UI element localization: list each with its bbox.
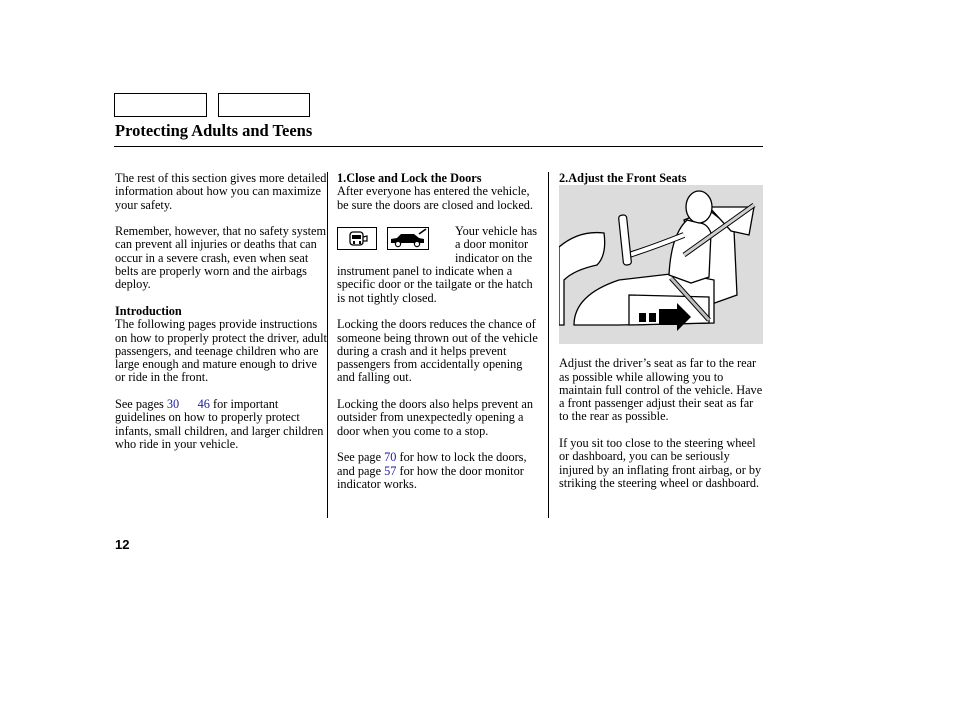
adjust-seats-heading: 2.Adjust the Front Seats bbox=[559, 171, 687, 185]
introduction-heading: Introduction bbox=[115, 303, 182, 318]
see-page-suffix: for how the door monitor indicator works. bbox=[337, 463, 524, 491]
see-pages-suffix: for important guidelines on how to properly protect infants, small children, and larger children who ride in your vehicle. bbox=[115, 397, 324, 451]
see-page-prefix: See page bbox=[337, 450, 382, 465]
link-page-30[interactable]: 30 bbox=[166, 397, 180, 412]
page-title: Protecting Adults and Teens bbox=[115, 121, 313, 140]
col2-see-page bbox=[337, 451, 543, 491]
col2-indicator-para bbox=[337, 225, 543, 305]
link-page-70[interactable]: 70 bbox=[384, 450, 397, 465]
col1-para-2: Remember, however, that no safety system can prevent all injuries or deaths that can occur in a severe crash, even when seat belts are properly worn and the airbags deploy. bbox=[115, 224, 327, 292]
col1-see-pages bbox=[115, 398, 327, 451]
col3-para-1: Adjust the driver’s seat as far to the rear as possible while allowing you to maintain full control of the vehicle. Have a front passenger adjust their seat as far to the rear as possible. bbox=[559, 356, 763, 424]
door-monitor-indicator-icon bbox=[337, 227, 377, 250]
door-indicator-icons bbox=[337, 227, 449, 251]
column-2 bbox=[337, 172, 543, 504]
link-page-46[interactable]: 46 bbox=[197, 397, 210, 412]
column-divider-2 bbox=[548, 172, 549, 518]
close-lock-heading: 1.Close and Lock the Doors bbox=[337, 171, 482, 185]
header-tab-box-1 bbox=[114, 93, 207, 117]
see-pages-prefix: See pages bbox=[115, 397, 164, 412]
open-tailgate-car-icon bbox=[387, 227, 429, 250]
column-divider-1 bbox=[327, 172, 328, 518]
header-tab-box-2 bbox=[218, 93, 310, 117]
col2-para-1: After everyone has entered the vehicle, be sure the doors are closed and locked. bbox=[337, 184, 533, 212]
column-3 bbox=[559, 172, 765, 504]
link-page-57[interactable]: 57 bbox=[384, 463, 397, 478]
page-number: 12 bbox=[115, 537, 130, 552]
col1-para-1: The rest of this section gives more detailed information about how you can maximize your safety. bbox=[115, 171, 327, 212]
introduction-text: The following pages provide instructions on how to properly protect the driver, adult passengers, and teenage children who are large enough and mature enough to drive or ride in the front. bbox=[115, 317, 327, 385]
column-1 bbox=[115, 172, 327, 465]
seat-adjustment-illustration bbox=[559, 185, 763, 344]
title-rule bbox=[114, 146, 763, 147]
col3-para-2: If you sit too close to the steering wheel or dashboard, you can be seriously injured by an inflating front airbag, or by striking the steering wheel or dashboard. bbox=[559, 436, 762, 490]
col2-para-3: Locking the doors reduces the chance of someone being thrown out of the vehicle during a crash and it helps prevent passengers from accidentally opening and falling out. bbox=[337, 317, 538, 385]
see-page-mid: for how to lock the doors, and page bbox=[337, 450, 527, 478]
col2-para-4: Locking the doors also helps prevent an outsider from unexpectedly opening a door when you come to a stop. bbox=[337, 397, 534, 438]
door-monitor-text: Your vehicle has a door monitor indicator on the instrument panel to indicate when a specific door or the tailgate or the hatch is not tightly closed. bbox=[337, 224, 538, 305]
